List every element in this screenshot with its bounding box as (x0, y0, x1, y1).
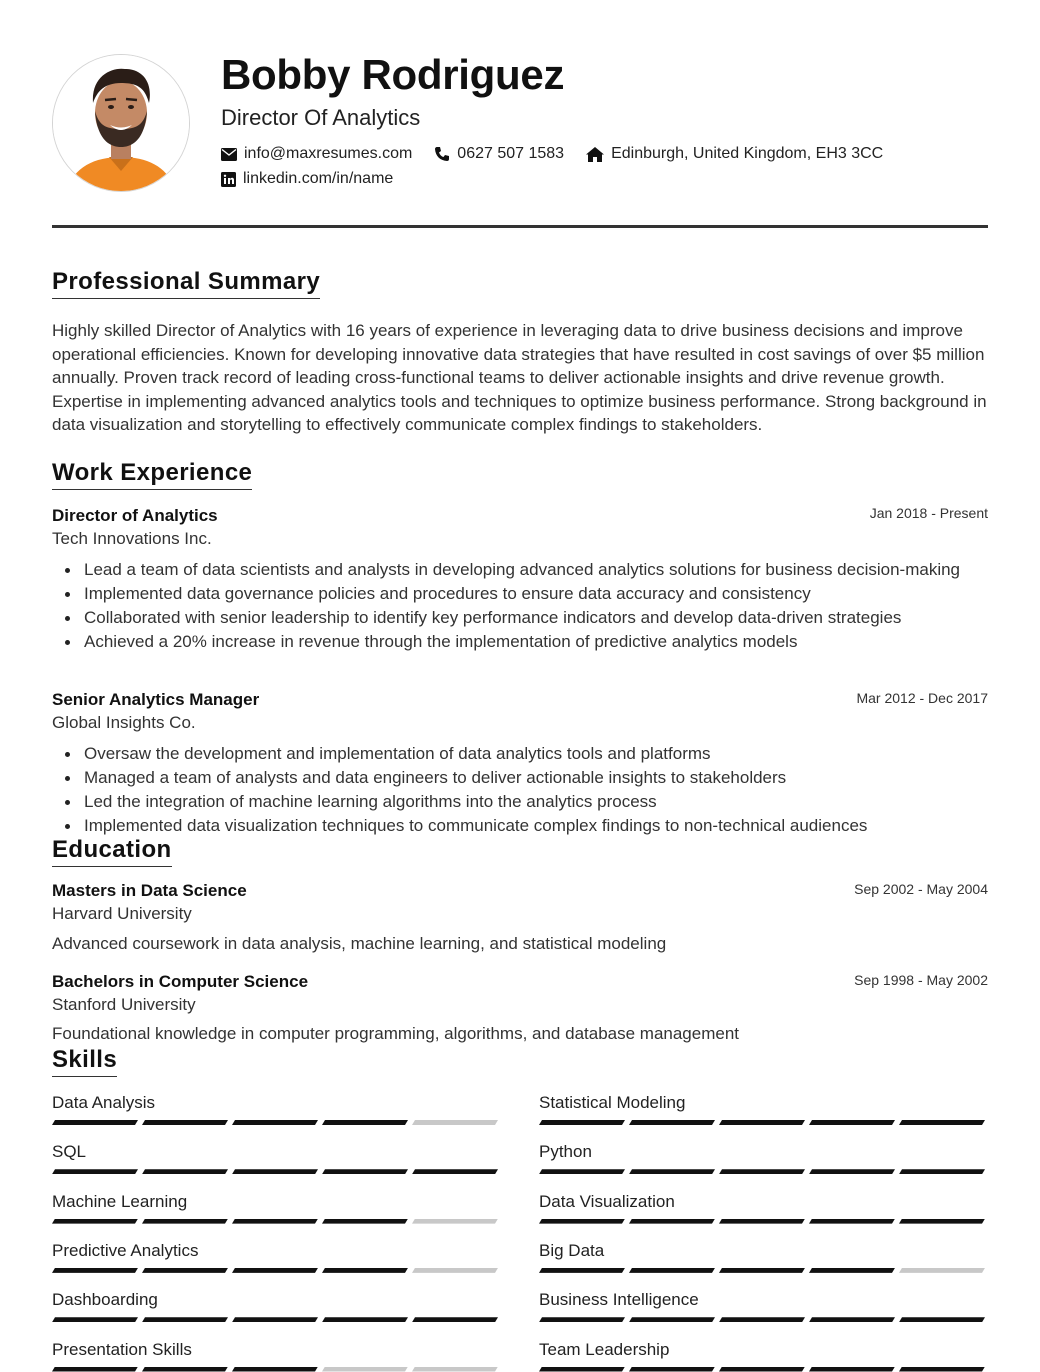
skill-name: Dashboarding (52, 1290, 158, 1310)
email-text: info@maxresumes.com (244, 145, 413, 162)
skill-name: Python (539, 1142, 592, 1162)
skill-segment-filled (52, 1367, 138, 1372)
skill-item (52, 1289, 500, 1322)
summary-heading: Professional Summary (52, 268, 320, 299)
skill-segment-filled (142, 1268, 228, 1273)
skill-name: Presentation Skills (52, 1339, 192, 1359)
contact-address (586, 145, 883, 163)
skill-item (539, 1339, 987, 1372)
skill-segment-filled (899, 1120, 985, 1125)
skill-segment-filled (412, 1317, 498, 1322)
skill-segment-filled (719, 1120, 805, 1125)
education-heading: Education (52, 836, 172, 867)
list-item: Implemented data governance policies and procedures to ensure data accuracy and consistency (84, 582, 988, 606)
skill-segment-filled (899, 1367, 985, 1372)
avatar (52, 54, 190, 192)
edu-school-2: Stanford University (52, 995, 196, 1014)
skill-segment-empty (412, 1219, 498, 1224)
skill-segment-filled (232, 1219, 318, 1224)
skill-segment-filled (719, 1268, 805, 1273)
job-company-2: Global Insights Co. (52, 713, 196, 732)
skill-segment-filled (232, 1317, 318, 1322)
job-company-1: Tech Innovations Inc. (52, 529, 212, 548)
skill-item (52, 1240, 500, 1273)
skill-segment-filled (142, 1169, 228, 1174)
skill-segment-filled (322, 1169, 408, 1174)
skill-name: Team Leadership (539, 1339, 670, 1359)
list-item: Lead a team of data scientists and analysts in developing advanced analytics solutions for business decision-making (84, 558, 988, 582)
skill-segment-filled (52, 1120, 138, 1125)
candidate-title: Director Of Analytics (221, 105, 421, 130)
skill-segment-empty (412, 1268, 498, 1273)
linkedin-text: linkedin.com/in/name (243, 170, 394, 187)
envelope-icon (221, 148, 237, 161)
skill-segment-filled (719, 1317, 805, 1322)
contact-row-2 (221, 170, 393, 188)
skill-item (52, 1092, 500, 1125)
edu-school-1: Harvard University (52, 904, 192, 923)
skill-segment-filled (539, 1169, 625, 1174)
list-item: Collaborated with senior leadership to identify key performance indicators and develop data-driven strategies (84, 606, 988, 630)
skill-segment-filled (232, 1169, 318, 1174)
skill-segment-filled (629, 1219, 715, 1224)
skill-segment-filled (52, 1219, 138, 1224)
skill-level-bar (52, 1120, 500, 1125)
skill-level-bar (52, 1367, 500, 1372)
skill-segment-filled (539, 1317, 625, 1322)
skill-segment-filled (629, 1268, 715, 1273)
skill-segment-filled (142, 1120, 228, 1125)
edu-desc-1: Advanced coursework in data analysis, machine learning, and statistical modeling (52, 934, 667, 953)
skill-segment-filled (629, 1120, 715, 1125)
list-item: Managed a team of analysts and data engineers to deliver actionable insights to stakeholders (84, 766, 988, 790)
edu-dates-1: Sep 2002 - May 2004 (854, 881, 988, 897)
contact-linkedin[interactable] (221, 170, 393, 188)
skill-segment-filled (629, 1317, 715, 1322)
skill-segment-filled (142, 1317, 228, 1322)
edu-degree-1: Masters in Data Science (52, 881, 247, 900)
experience-heading: Work Experience (52, 459, 252, 490)
skill-level-bar (52, 1317, 500, 1322)
list-item: Implemented data visualization techniques to communicate complex findings to non-technical audiences (84, 814, 988, 838)
skill-segment-filled (809, 1169, 895, 1174)
job-dates-2: Mar 2012 - Dec 2017 (856, 690, 988, 706)
skill-name: Business Intelligence (539, 1290, 699, 1310)
skill-segment-filled (412, 1169, 498, 1174)
phone-icon (434, 146, 450, 162)
skill-segment-filled (719, 1219, 805, 1224)
phone-text: 0627 507 1583 (457, 145, 565, 162)
contact-email[interactable] (221, 145, 412, 163)
skill-level-bar (52, 1219, 500, 1224)
skill-item (539, 1191, 987, 1224)
resume-header (52, 0, 988, 228)
job-bullets-1 (52, 558, 988, 654)
resume-page (52, 0, 988, 1359)
skill-segment-filled (539, 1367, 625, 1372)
job-dates-1: Jan 2018 - Present (869, 505, 988, 521)
edu-dates-2: Sep 1998 - May 2002 (854, 972, 988, 988)
list-item: Oversaw the development and implementation of data analytics tools and platforms (84, 742, 988, 766)
skill-segment-filled (809, 1317, 895, 1322)
skill-segment-filled (52, 1268, 138, 1273)
skill-segment-filled (539, 1219, 625, 1224)
skill-item (539, 1289, 987, 1322)
skill-segment-filled (322, 1317, 408, 1322)
skill-level-bar (539, 1367, 987, 1372)
skill-item (539, 1141, 987, 1174)
skill-segment-filled (142, 1367, 228, 1372)
skill-segment-filled (52, 1317, 138, 1322)
skill-item (539, 1240, 987, 1273)
skill-level-bar (52, 1169, 500, 1174)
edu-desc-2: Foundational knowledge in computer programming, algorithms, and database management (52, 1024, 740, 1043)
skill-name: Data Visualization (539, 1191, 675, 1211)
job-title-2: Senior Analytics Manager (52, 690, 260, 709)
edu-degree-2: Bachelors in Computer Science (52, 972, 309, 991)
address-text: Edinburgh, United Kingdom, EH3 3CC (611, 145, 884, 162)
skills-heading: Skills (52, 1046, 117, 1077)
skill-item (52, 1339, 500, 1372)
skill-name: Machine Learning (52, 1191, 188, 1211)
skill-level-bar (539, 1169, 987, 1174)
skill-segment-empty (412, 1120, 498, 1125)
skill-segment-filled (322, 1268, 408, 1273)
skill-level-bar (52, 1268, 500, 1273)
skill-segment-filled (232, 1120, 318, 1125)
skill-segment-filled (322, 1120, 408, 1125)
list-item: Led the integration of machine learning algorithms into the analytics process (84, 790, 988, 814)
skill-segment-filled (232, 1268, 318, 1273)
skill-name: Data Analysis (52, 1093, 155, 1112)
job-bullets-2 (52, 742, 988, 838)
skill-segment-filled (719, 1367, 805, 1372)
skill-segment-filled (899, 1169, 985, 1174)
skill-name: SQL (52, 1142, 87, 1162)
skill-segment-empty (322, 1367, 408, 1372)
skill-segment-filled (142, 1219, 228, 1224)
skill-segment-filled (539, 1120, 625, 1125)
home-icon (586, 147, 604, 162)
skill-item (52, 1141, 500, 1174)
contact-row (221, 145, 883, 163)
skill-segment-filled (232, 1367, 318, 1372)
skill-segment-filled (629, 1367, 715, 1372)
skill-segment-filled (809, 1219, 895, 1224)
skill-name: Predictive Analytics (52, 1240, 199, 1260)
header-divider (52, 225, 988, 228)
skill-item (539, 1092, 987, 1125)
list-item: Achieved a 20% increase in revenue through the implementation of predictive analytics models (84, 630, 988, 654)
skill-segment-empty (412, 1367, 498, 1372)
skill-segment-filled (899, 1317, 985, 1322)
skill-level-bar (539, 1317, 987, 1322)
summary-text: Highly skilled Director of Analytics with 16 years of experience in leveraging data to drive business decisions and improve operational efficiencies. Known for developing innovative data strategies that have resulted in cost savings of over $5 million annually. Proven track record of leading cross-functional teams to deliver actionable insights and drive revenue growth. Expertise in implementing advanced analytics tools and techniques to optimize business performance. Strong background in data visualization and storytelling to effectively communicate complex findings to stakeholders. (52, 321, 987, 435)
skill-segment-filled (539, 1268, 625, 1273)
job-title-1: Director of Analytics (52, 506, 218, 525)
skill-level-bar (539, 1268, 987, 1273)
skill-level-bar (539, 1120, 987, 1125)
skill-segment-filled (629, 1169, 715, 1174)
skill-segment-filled (322, 1219, 408, 1224)
skill-segment-filled (809, 1120, 895, 1125)
skill-segment-filled (809, 1268, 895, 1273)
skill-segment-filled (52, 1169, 138, 1174)
skill-level-bar (539, 1219, 987, 1224)
candidate-name: Bobby Rodriguez (221, 51, 565, 98)
contact-phone[interactable] (434, 145, 564, 163)
skill-name: Big Data (539, 1240, 605, 1260)
skill-segment-empty (899, 1268, 985, 1273)
skill-segment-filled (899, 1219, 985, 1224)
skill-segment-filled (719, 1169, 805, 1174)
skill-item (52, 1191, 500, 1224)
linkedin-icon (221, 172, 236, 187)
skill-name: Statistical Modeling (539, 1093, 686, 1112)
skill-segment-filled (809, 1367, 895, 1372)
